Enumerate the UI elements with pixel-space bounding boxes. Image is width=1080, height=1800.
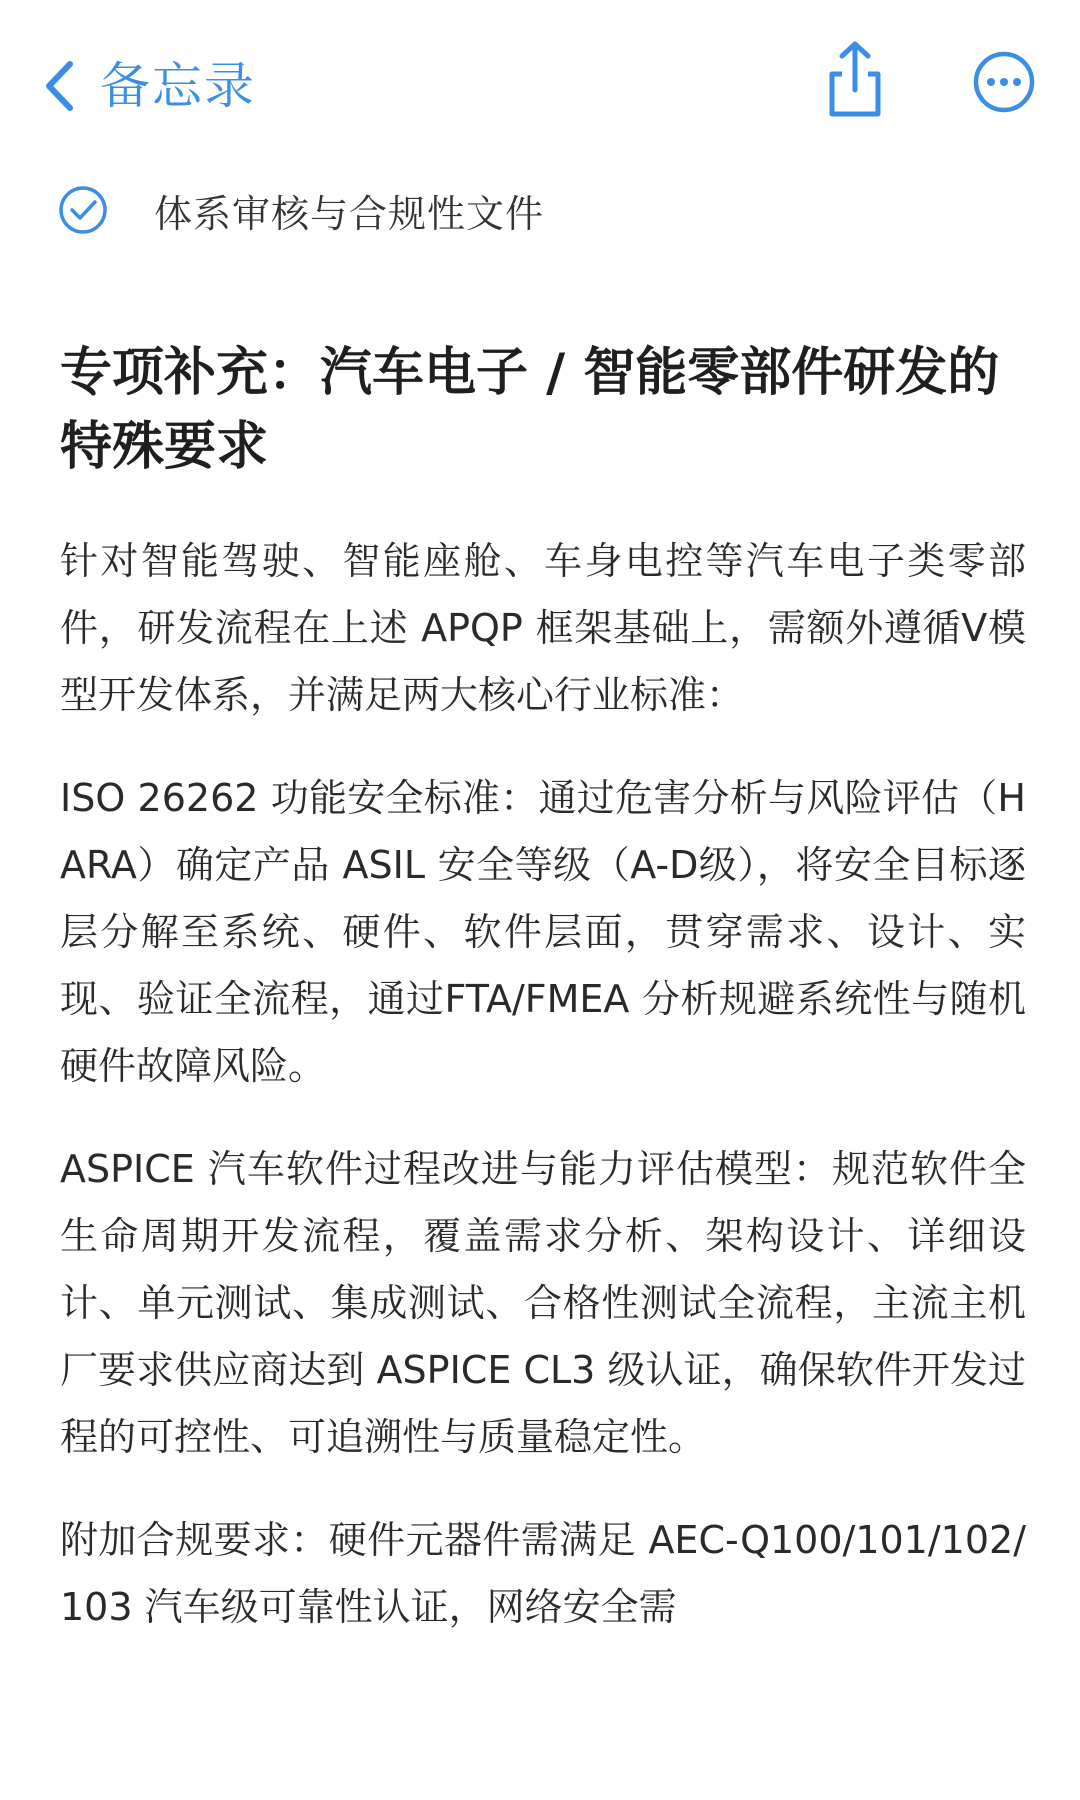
- more-button[interactable]: [972, 50, 1036, 114]
- note-heading: 专项补充：汽车电子 / 智能零部件研发的特殊要求: [60, 343, 1000, 477]
- back-label: 备忘录: [100, 57, 256, 115]
- share-icon: [820, 105, 890, 124]
- nav-bar: [0, 0, 1080, 170]
- more-icon: [972, 99, 1036, 118]
- chevron-left-icon: [44, 60, 74, 112]
- note-body[interactable]: [60, 336, 1026, 1677]
- back-button[interactable]: [44, 46, 256, 126]
- checkmark-circle-icon[interactable]: [58, 185, 108, 235]
- note-paragraph-aspice: ASPICE 汽车软件过程改进与能力评估模型：规范软件全生命周期开发流程，覆盖需求分析、架构设计、详细设计、单元测试、集成测试、合格性测试全流程，主流主机厂要求供应商达到 ASPICE CL3 级认证，确保软件开发过程的可控性、可追溯性与质量稳定性。: [60, 1147, 1026, 1459]
- note-paragraph-intro: 针对智能驾驶、智能座舱、车身电控等汽车电子类零部件，研发流程在上述 APQP 框架基础上，需额外遵循V模型开发体系，并满足两大核心行业标准：: [60, 539, 1026, 717]
- note-paragraph-compliance: 附加合规要求：硬件元器件需满足 AEC-Q100/101/102/103 汽车级可靠性认证，网络安全需: [60, 1518, 1026, 1629]
- checklist-item-label: 体系审核与合规性文件: [154, 191, 545, 236]
- checklist-item: [58, 180, 544, 240]
- share-button[interactable]: [820, 40, 890, 120]
- note-paragraph-iso26262: ISO 26262 功能安全标准：通过危害分析与风险评估（HARA）确定产品 ASIL 安全等级（A-D级），将安全目标逐层分解至系统、硬件、软件层面，贯穿需求、设计、实现、验证全流程，通过FTA/FMEA 分析规避系统性与随机硬件故障风险。: [60, 776, 1026, 1088]
